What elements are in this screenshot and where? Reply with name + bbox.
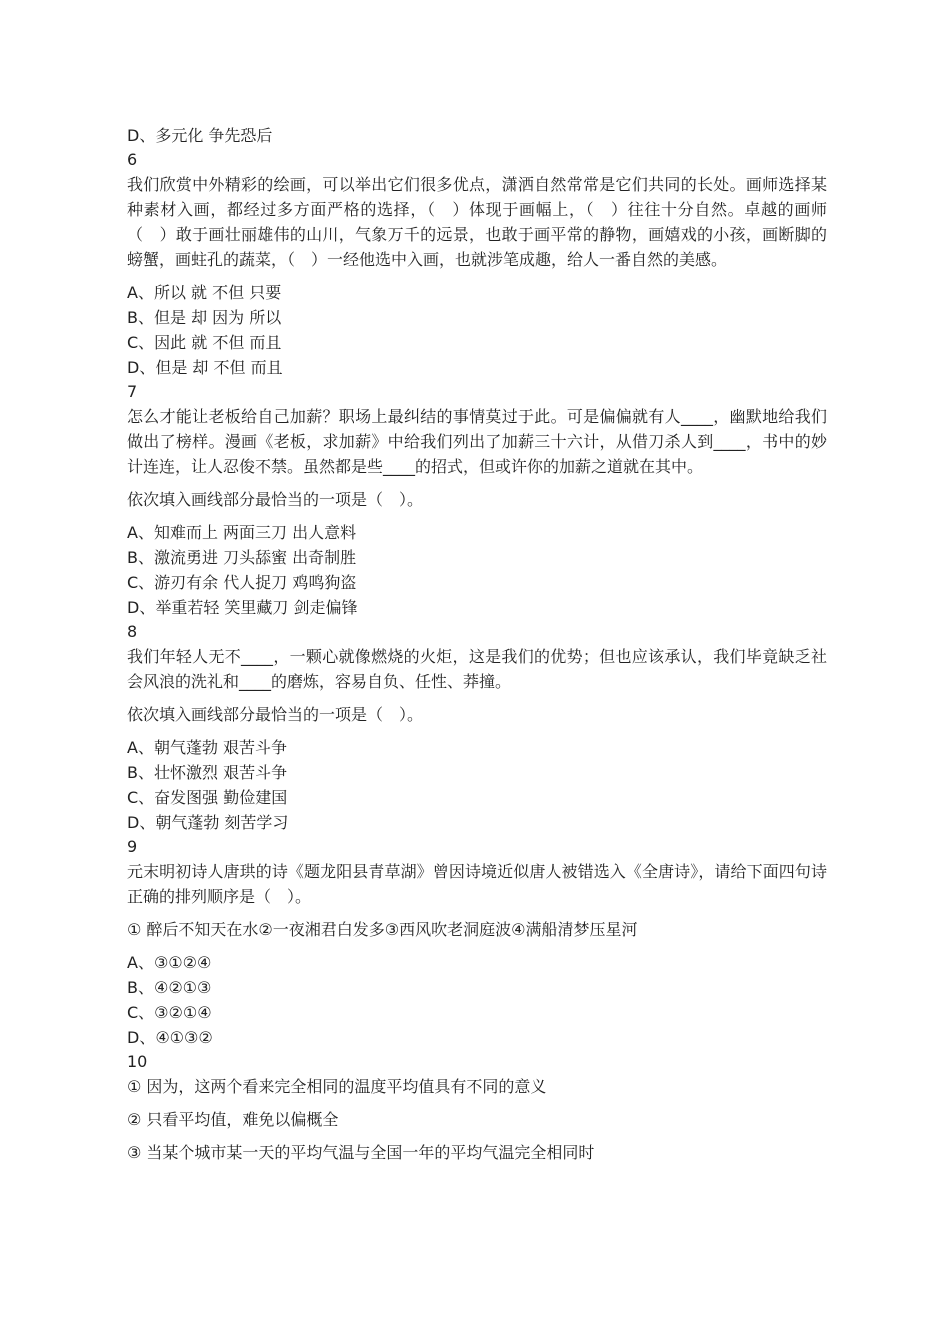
q8-number: 8 xyxy=(127,622,138,641)
q6-option-a: A、所以 就 不但 只要 xyxy=(127,283,282,302)
q8-instruction: 依次填入画线部分最恰当的一项是（ ）。 xyxy=(127,705,424,724)
q7-instruction: 依次填入画线部分最恰当的一项是（ ）。 xyxy=(127,490,424,509)
q8-option-b: B、壮怀激烈 艰苦斗争 xyxy=(127,763,288,782)
q6-option-b: B、但是 却 因为 所以 xyxy=(127,308,282,327)
q9-option-c: C、③②①④ xyxy=(127,1003,212,1022)
q10-number: 10 xyxy=(127,1052,148,1071)
q7-number: 7 xyxy=(127,382,138,401)
q9-poem-lines: ① 醉后不知天在水②一夜湘君白发多③西风吹老洞庭波④满船清梦压星河 xyxy=(127,920,638,939)
q9-option-d: D、④①③② xyxy=(127,1028,213,1047)
q9-number: 9 xyxy=(127,837,138,856)
q9-stem: 元末明初诗人唐珙的诗《题龙阳县青草湖》曾因诗境近似唐人被错选入《全唐诗》，请给下面四句诗正确的排列顺序是（ ）。 xyxy=(127,862,827,906)
q6-stem: 我们欣赏中外精彩的绘画，可以举出它们很多优点，潇洒自然常常是它们共同的长处。画师选择某种素材入画，都经过多方面严格的选择，（ ）体现于画幅上，（ ）往往十分自然。卓越的画师（ ）敢于画壮丽雄伟的山川，气象万千的远景，也敢于画平常的静物，画嬉戏的小孩，画断脚的螃蟹，画蛀孔的蔬菜，（ ）一经他选中入画，也就涉笔成趣，给人一番自然的美感。 xyxy=(127,175,827,269)
q5-option-d: D、多元化 争先恐后 xyxy=(127,126,273,145)
q6-number: 6 xyxy=(127,150,138,169)
q8-option-d: D、朝气蓬勃 刻苦学习 xyxy=(127,813,289,832)
q7-stem: 怎么才能让老板给自己加薪？职场上最纠结的事情莫过于此。可是偏偏就有人____，幽默地给我们做出了榜样。漫画《老板，求加薪》中给我们列出了加薪三十六计，从借刀杀人到____，书中的妙计连连，让人忍俊不禁。虽然都是些____的招式，但或许你的加薪之道就在其中。 xyxy=(127,407,827,476)
document-page xyxy=(127,123,827,1165)
q6-option-c: C、因此 就 不但 而且 xyxy=(127,333,282,352)
q8-stem: 我们年轻人无不____，一颗心就像燃烧的火炬，这是我们的优势；但也应该承认，我们毕竟缺乏社会风浪的洗礼和____的磨炼，容易自负、任性、莽撞。 xyxy=(127,647,827,691)
q10-statement-2: ② 只看平均值，难免以偏概全 xyxy=(127,1110,339,1129)
q9-option-b: B、④②①③ xyxy=(127,978,212,997)
q8-option-a: A、朝气蓬勃 艰苦斗争 xyxy=(127,738,288,757)
q10-statement-3: ③ 当某个城市某一天的平均气温与全国一年的平均气温完全相同时 xyxy=(127,1143,595,1162)
q8-option-c: C、奋发图强 勤俭建国 xyxy=(127,788,288,807)
q9-option-a: A、③①②④ xyxy=(127,953,212,972)
q6-option-d: D、但是 却 不但 而且 xyxy=(127,358,283,377)
q10-statement-1: ① 因为，这两个看来完全相同的温度平均值具有不同的意义 xyxy=(127,1077,547,1096)
q7-option-a: A、知难而上 两面三刀 出人意料 xyxy=(127,523,357,542)
q7-option-c: C、游刃有余 代人捉刀 鸡鸣狗盗 xyxy=(127,573,357,592)
q7-option-b: B、激流勇进 刀头舔蜜 出奇制胜 xyxy=(127,548,357,567)
q7-option-d: D、举重若轻 笑里藏刀 剑走偏锋 xyxy=(127,598,358,617)
